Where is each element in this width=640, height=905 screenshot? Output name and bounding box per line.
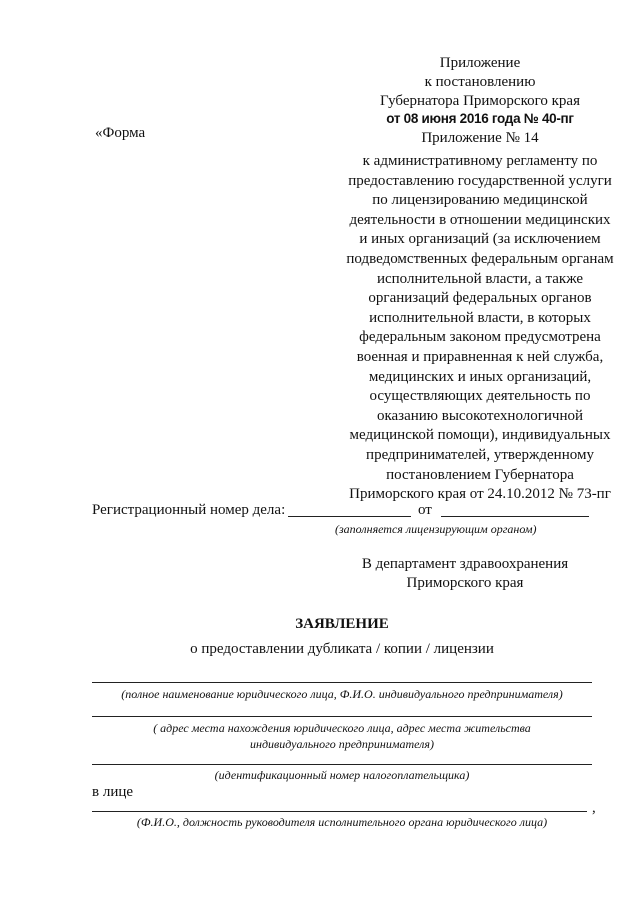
comma-mark: , bbox=[592, 800, 596, 816]
head-name-field[interactable] bbox=[92, 811, 587, 812]
form-label: «Форма bbox=[95, 125, 146, 141]
inn-caption: (идентификационный номер налогоплательщика) bbox=[214, 768, 470, 782]
head-caption: (Ф.И.О., должность руководителя исполнительного органа юридического лица) bbox=[136, 815, 548, 829]
reglament-line: организаций федеральных органов bbox=[368, 290, 592, 307]
reglament-line: осуществляющих деятельность по bbox=[369, 388, 591, 405]
reglament-line: медицинских и иных организаций, bbox=[368, 368, 592, 385]
in-person-label: в лице bbox=[92, 784, 134, 800]
reglament-line: предпринимателей, утвержденному bbox=[366, 446, 594, 463]
registration-from-label: от bbox=[418, 502, 432, 518]
reglament-line: к административному регламенту по bbox=[362, 153, 598, 169]
reglament-line: исполнительной власти, а также bbox=[376, 270, 584, 287]
reglament-line: деятельности в отношении медицинских bbox=[349, 211, 611, 228]
registration-note: (заполняется лицензирующим органом) bbox=[335, 522, 537, 536]
reglament-line: оказанию высокотехнологичной bbox=[376, 407, 584, 424]
reglament-line: подведомственных федеральным органам bbox=[346, 250, 614, 267]
appendix-line-3: Губернатора Приморского края bbox=[380, 93, 580, 109]
reglament-line: постановлением Губернатора bbox=[386, 466, 574, 483]
reglament-line: федеральным законом предусмотрена bbox=[359, 329, 601, 346]
address-caption-line-1: ( адрес места нахождения юридического лица, адрес места жительства bbox=[153, 721, 531, 735]
reglament-line: и иных организаций (за исключением bbox=[359, 231, 601, 248]
reglament-line: Приморского края от 24.10.2012 № 73-пг bbox=[349, 486, 611, 503]
address-caption-line-2: индивидуального предпринимателя) bbox=[249, 737, 434, 751]
inn-field[interactable] bbox=[92, 764, 592, 765]
recipient-line-2: Приморского края bbox=[406, 575, 524, 591]
registration-label: Регистрационный номер дела: bbox=[92, 502, 286, 518]
stamp-date: от 08 июня 2016 года № 40-пг bbox=[386, 111, 574, 126]
registration-date-field[interactable] bbox=[441, 516, 589, 517]
full-name-caption: (полное наименование юридического лица, Ф.И.О. индивидуального предпринимателя) bbox=[121, 687, 563, 701]
reglament-line: военная и приравненная к ней служба, bbox=[356, 348, 604, 365]
recipient-line-1: В департамент здравоохранения bbox=[361, 556, 569, 572]
reglament-line: медицинской помощи), индивидуальных bbox=[349, 427, 611, 444]
application-subtitle: о предоставлении дубликата / копии / лицензии bbox=[190, 641, 494, 657]
appendix-line-1: Приложение bbox=[439, 55, 521, 71]
reglament-line: исполнительной власти, в которых bbox=[369, 309, 591, 326]
reglament-line: по лицензированию медицинской bbox=[372, 192, 588, 209]
address-field[interactable] bbox=[92, 716, 592, 717]
full-name-field[interactable] bbox=[92, 682, 592, 683]
registration-number-field[interactable] bbox=[288, 516, 411, 517]
reglament-line: предоставлению государственной услуги bbox=[348, 172, 612, 189]
appendix-line-2: к постановлению bbox=[424, 74, 536, 90]
application-title: ЗАЯВЛЕНИЕ bbox=[295, 616, 389, 632]
reglament-text bbox=[330, 152, 630, 505]
appendix-14: Приложение № 14 bbox=[421, 130, 539, 146]
